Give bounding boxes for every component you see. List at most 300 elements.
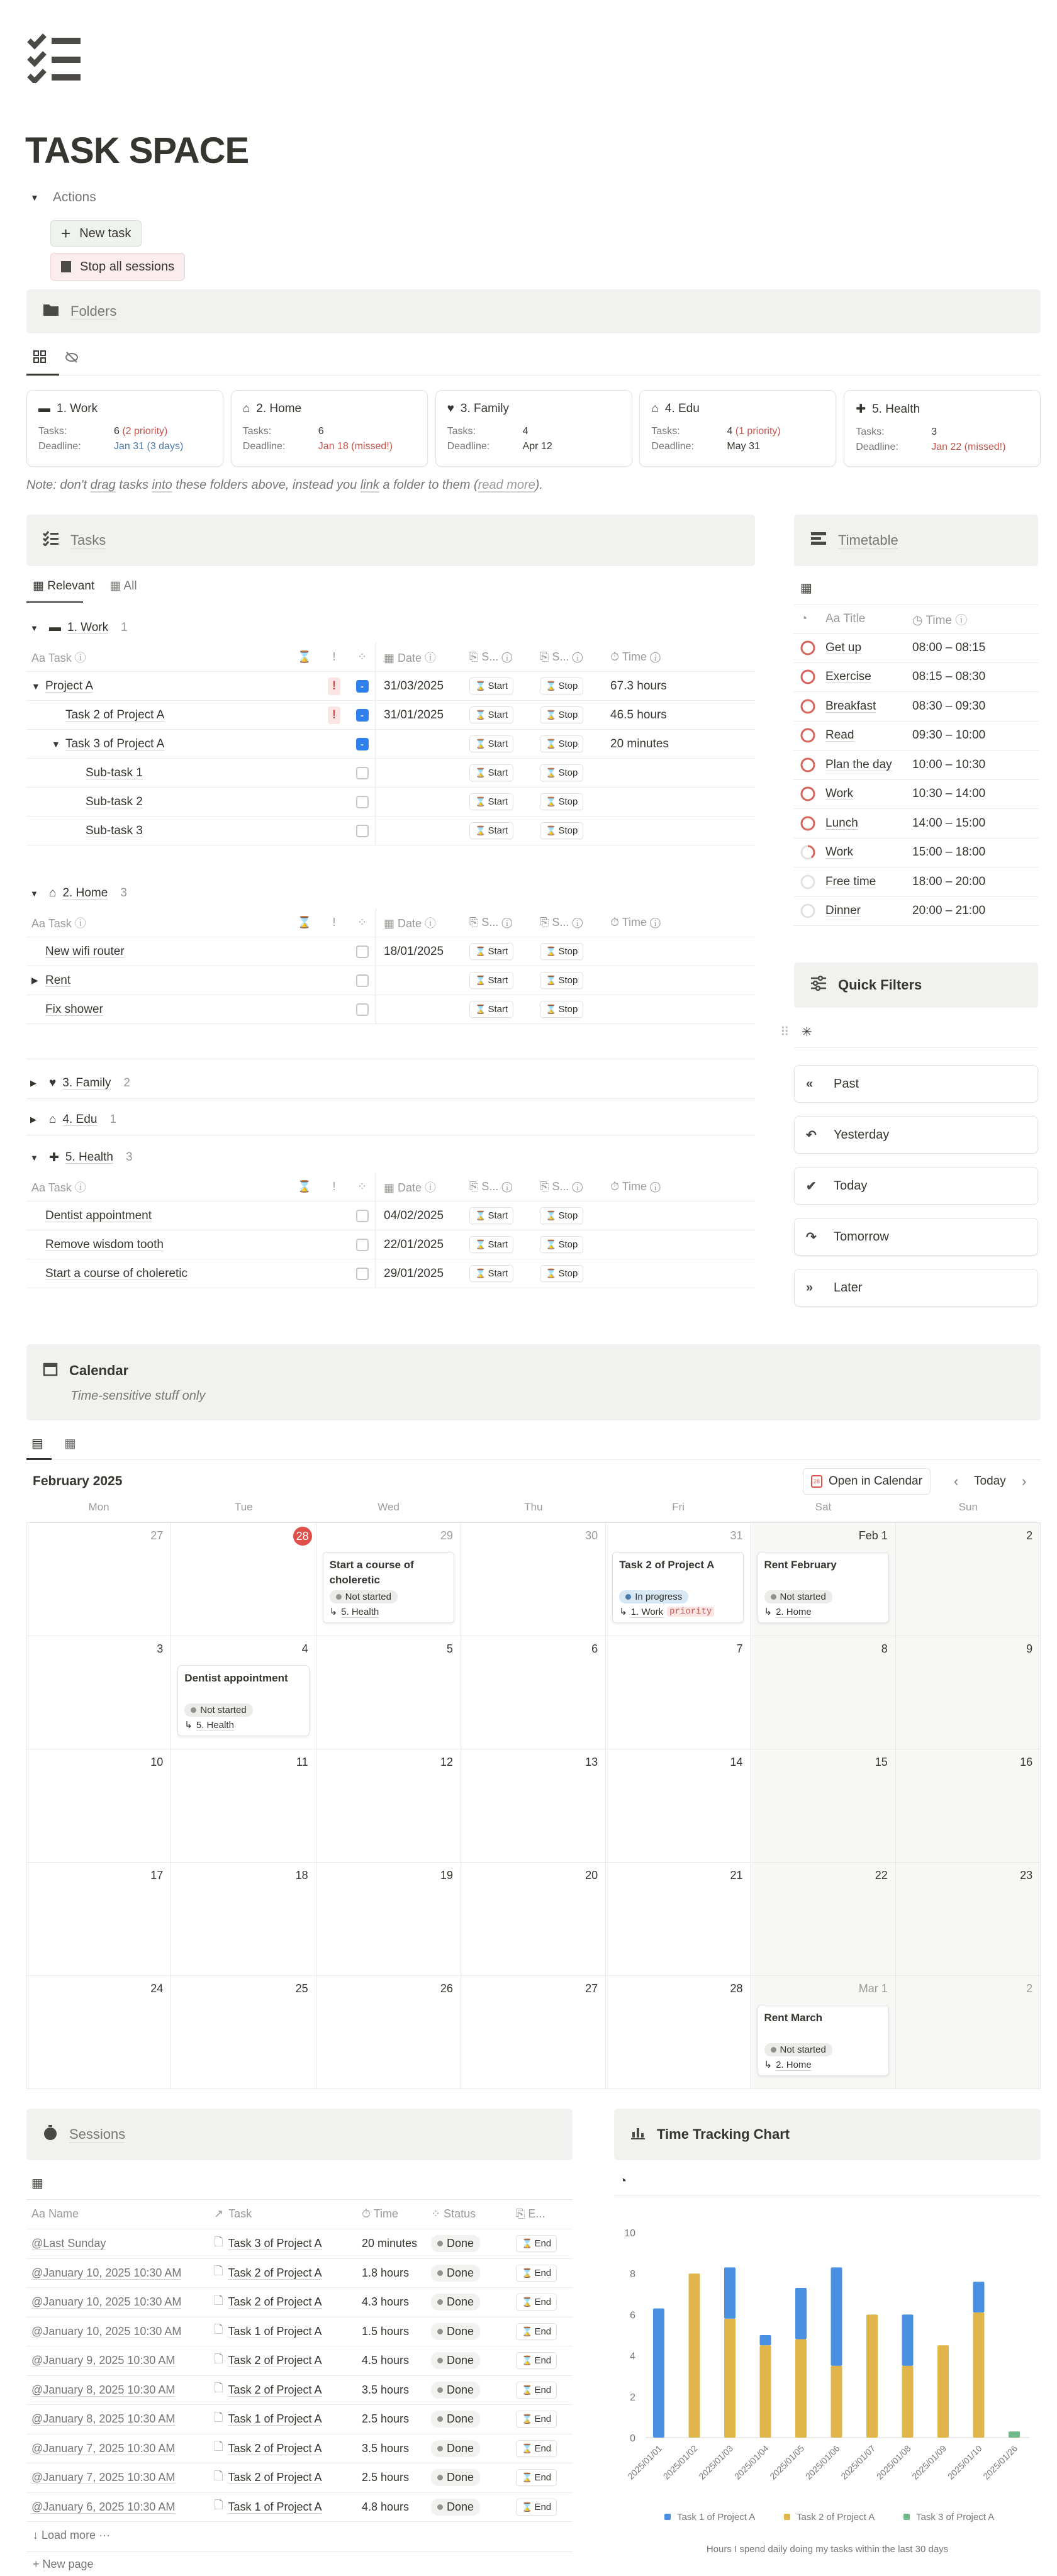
start-button[interactable] [469, 677, 513, 694]
task-name[interactable]: Sub-task 2 [86, 795, 143, 808]
timetable-title[interactable]: Breakfast [825, 699, 876, 713]
task-cell[interactable] [26, 1230, 289, 1259]
calendar-day-cell[interactable] [896, 1749, 1041, 1863]
session-end [516, 2352, 573, 2369]
timetable-row[interactable] [794, 897, 1038, 927]
timetable-title[interactable]: Read [825, 728, 854, 742]
timetable-title[interactable]: Free time [825, 874, 876, 888]
calendar-day-cell[interactable] [316, 1863, 461, 1976]
calendar-day-cell[interactable] [461, 1749, 606, 1863]
timetable-title[interactable]: Lunch [825, 816, 858, 830]
session-name[interactable]: @January 10, 2025 10:30 AM [31, 2324, 182, 2338]
folder-card[interactable] [231, 390, 428, 467]
task-cell[interactable] [26, 759, 289, 787]
task-link[interactable]: Task 3 of Project A [228, 2237, 322, 2250]
priority-cell[interactable] [320, 759, 349, 787]
column-start[interactable]: ⎘ S... ⓘ [469, 650, 513, 663]
status-cell[interactable] [349, 788, 376, 816]
session-status[interactable] [431, 2499, 516, 2516]
priority-cell[interactable] [320, 672, 349, 700]
priority-cell[interactable] [320, 1259, 349, 1288]
date-cell[interactable] [376, 995, 464, 1023]
folder-name[interactable]: 2. Home [776, 2059, 812, 2070]
sessions-title[interactable]: Sessions [69, 2126, 126, 2142]
task-name[interactable]: Start a course of choleretic [45, 1266, 187, 1280]
priority-cell[interactable] [320, 701, 349, 729]
folder-name[interactable]: 1. Work [630, 1606, 664, 1617]
calendar-day-cell[interactable] [751, 1749, 896, 1863]
status-cell[interactable] [349, 817, 376, 845]
timetable-title[interactable]: Plan the day [825, 757, 892, 771]
tab-all[interactable]: ▦ All [109, 579, 137, 593]
folders-title[interactable]: Folders [70, 303, 117, 319]
calendar-day-cell[interactable] [171, 1523, 316, 1636]
timetable-title[interactable]: Work [825, 787, 853, 801]
column-start[interactable]: ⎘ S... ⓘ [469, 1180, 513, 1193]
priority-cell[interactable] [320, 1230, 349, 1259]
date-cell[interactable]: 31/01/2025 [384, 708, 444, 722]
stop-button[interactable] [540, 822, 583, 839]
task-link[interactable]: Task 1 of Project A [228, 2324, 322, 2338]
end-button[interactable] [516, 2352, 557, 2369]
status-column-icon[interactable]: ⁘ [349, 1173, 376, 1201]
note-link-drag[interactable]: drag [90, 478, 116, 492]
stop-button[interactable] [540, 1265, 583, 1282]
session-task[interactable] [214, 2293, 362, 2312]
session-status[interactable] [431, 2235, 516, 2252]
stop-button[interactable] [540, 793, 583, 810]
timetable-title[interactable]: Work [825, 845, 853, 859]
timetable-row[interactable] [794, 750, 1038, 780]
date-cell[interactable]: 18/01/2025 [384, 944, 444, 958]
priority-cell[interactable] [320, 966, 349, 995]
column-date[interactable]: ▦ Date ⓘ [384, 1181, 437, 1194]
end-button[interactable] [516, 2235, 557, 2252]
session-task[interactable] [214, 2322, 362, 2341]
folder-card[interactable] [435, 390, 632, 467]
timetable-title[interactable]: Dinner [825, 904, 861, 918]
start-button[interactable] [469, 764, 513, 781]
calendar-day-cell[interactable] [171, 1749, 316, 1863]
column-task[interactable]: Aa Task ⓘ [31, 917, 86, 930]
table-view-icon[interactable]: ▦ [31, 2177, 43, 2190]
status-column-icon[interactable]: ⁘ [349, 643, 376, 671]
session-status[interactable] [431, 2411, 516, 2428]
task-name[interactable]: Task 3 of Project A [65, 737, 165, 750]
folder-card[interactable] [639, 390, 836, 467]
stop-button[interactable] [540, 1001, 583, 1018]
calendar-day-cell[interactable] [751, 1523, 896, 1636]
toggle-icon[interactable]: ▼ [52, 739, 60, 749]
timetable-row[interactable] [794, 722, 1038, 751]
task-cell[interactable] [26, 995, 289, 1023]
end-button[interactable] [516, 2294, 557, 2311]
hourglass-column-icon[interactable]: ⌛ [297, 650, 312, 663]
calendar-day-cell[interactable] [896, 1863, 1041, 1976]
drag-handle-icon[interactable]: ⠿ [780, 1025, 790, 1039]
status-cell[interactable] [349, 1230, 376, 1259]
session-name[interactable]: @January 9, 2025 10:30 AM [31, 2354, 176, 2367]
stop-button[interactable] [540, 1207, 583, 1224]
task-name[interactable]: Rent [45, 973, 71, 987]
today-button[interactable]: Today [974, 1475, 1006, 1488]
calendar-day-cell[interactable] [316, 1749, 461, 1863]
timetable-row[interactable] [794, 839, 1038, 868]
column-stop[interactable]: ⎘ S... ⓘ [540, 916, 583, 928]
column-stop[interactable]: ⎘ S... ⓘ [540, 1180, 583, 1193]
calendar-day-cell[interactable] [751, 1863, 896, 1976]
task-link[interactable]: Task 1 of Project A [228, 2412, 322, 2426]
toggle-icon[interactable]: ▶ [30, 1078, 36, 1088]
session-task[interactable] [214, 2497, 362, 2516]
session-status[interactable] [431, 2469, 516, 2486]
toggle-icon[interactable]: ▼ [31, 681, 40, 691]
toggle-icon[interactable]: ▶ [30, 1115, 36, 1124]
day-number: Feb 1 [858, 1529, 888, 1542]
start-button[interactable] [469, 943, 513, 960]
calendar-day-cell[interactable] [606, 1863, 751, 1976]
quick-filter-past[interactable] [794, 1065, 1038, 1103]
calendar-day-cell[interactable] [26, 1749, 171, 1863]
next-month-button[interactable]: › [1022, 1473, 1027, 1489]
priority-column-icon[interactable]: ! [332, 1180, 336, 1193]
date-cell[interactable] [376, 759, 464, 787]
start-button[interactable] [469, 1236, 513, 1253]
start-button[interactable] [469, 822, 513, 839]
bar-task-2-of-project-a [760, 2345, 771, 2438]
column-time[interactable]: Time [373, 2207, 399, 2221]
quick-filter-tomorrow[interactable] [794, 1218, 1038, 1256]
toggle-icon[interactable]: ▼ [30, 623, 38, 633]
stop-button[interactable] [540, 1236, 583, 1253]
task-link[interactable]: Task 1 of Project A [228, 2500, 322, 2513]
column-title[interactable]: Title [843, 612, 866, 626]
timetable-title[interactable]: Exercise [825, 670, 871, 684]
column-date[interactable]: ▦ Date ⓘ [384, 917, 437, 930]
quick-filter-yesterday[interactable] [794, 1116, 1038, 1154]
calendar-day-cell[interactable] [26, 1523, 171, 1636]
task-name[interactable]: Sub-task 1 [86, 766, 143, 779]
session-task[interactable] [214, 2380, 362, 2399]
session-name[interactable]: @January 8, 2025 10:30 AM [31, 2383, 176, 2396]
column-time[interactable]: ⏱ Time ⓘ [610, 916, 661, 928]
quick-filter-label: Past [834, 1076, 859, 1091]
start-button[interactable] [469, 1265, 513, 1282]
task-group-1[interactable] [30, 613, 128, 642]
calendar-day-cell[interactable] [896, 1636, 1041, 1749]
start-button[interactable] [469, 793, 513, 810]
date-cell[interactable]: 31/03/2025 [384, 679, 444, 693]
calendar-day-cell[interactable] [171, 1976, 316, 2089]
calendar-day-cell[interactable] [461, 1863, 606, 1976]
timetable-title[interactable]: Timetable [838, 532, 898, 548]
task-cell[interactable] [26, 1259, 289, 1288]
column-time[interactable]: Time [926, 613, 953, 627]
toggle-icon[interactable]: ▶ [31, 975, 38, 985]
status-checkbox[interactable] [356, 945, 369, 958]
date-cell[interactable]: 04/02/2025 [384, 1208, 444, 1222]
timetable-row[interactable] [794, 663, 1038, 693]
status-checkbox[interactable] [356, 1268, 369, 1280]
task-group-5[interactable] [30, 1143, 133, 1172]
task-link[interactable]: Task 2 of Project A [228, 2266, 322, 2279]
priority-cell[interactable] [320, 817, 349, 845]
session-name[interactable]: @January 7, 2025 10:30 AM [31, 2471, 176, 2484]
status-cell[interactable] [349, 966, 376, 995]
read-more-link[interactable]: read more [478, 478, 535, 492]
priority-cell[interactable] [320, 937, 349, 966]
task-group-4[interactable] [30, 1105, 116, 1134]
task-link[interactable]: Task 2 of Project A [228, 2354, 322, 2367]
task-link[interactable]: Task 2 of Project A [228, 2471, 322, 2484]
load-more-button[interactable]: ↓ Load more ··· [33, 2529, 111, 2541]
end-button[interactable] [516, 2323, 557, 2340]
calendar-day-cell[interactable] [26, 1976, 171, 2089]
timetable-row[interactable] [794, 780, 1038, 810]
gallery-view-tab[interactable] [33, 350, 47, 367]
calendar-day-cell[interactable] [171, 1863, 316, 1976]
stop-button[interactable] [540, 972, 583, 989]
folder-name[interactable]: 2. Home [776, 1606, 812, 1617]
priority-column-icon[interactable]: ! [332, 650, 336, 663]
calendar-day-cell[interactable] [606, 1976, 751, 2089]
hourglass-column-icon[interactable]: ⌛ [297, 916, 312, 928]
calendar-view-tab[interactable]: ▤ [31, 1437, 43, 1451]
status-checkbox[interactable] [356, 767, 369, 779]
status-checkbox[interactable] [356, 1239, 369, 1251]
timetable-row[interactable] [794, 633, 1038, 663]
hourglass-column-icon[interactable]: ⌛ [297, 1180, 312, 1193]
stop-button[interactable] [540, 706, 583, 723]
session-name[interactable]: @January 10, 2025 10:30 AM [31, 2295, 182, 2309]
prev-month-button[interactable]: ‹ [954, 1473, 959, 1489]
calendar-event[interactable] [177, 1665, 309, 1736]
calendar-day-cell[interactable] [461, 1636, 606, 1749]
priority-cell[interactable] [320, 730, 349, 758]
chart-view-icon[interactable]: ◔ [619, 2174, 627, 2188]
status-cell[interactable] [349, 730, 376, 758]
timetable-row[interactable] [794, 692, 1038, 722]
task-name[interactable]: Project A [45, 679, 94, 693]
priority-cell[interactable] [320, 1202, 349, 1230]
task-name[interactable]: Dentist appointment [45, 1208, 152, 1222]
task-group-2[interactable] [30, 879, 127, 908]
status-checkbox[interactable] [356, 1003, 369, 1016]
session-task[interactable] [214, 2410, 362, 2429]
status-checkbox[interactable] [356, 1210, 369, 1222]
session-name[interactable]: @January 6, 2025 10:30 AM [31, 2500, 176, 2513]
stop-button[interactable] [540, 943, 583, 960]
calendar-day-cell[interactable] [316, 1976, 461, 2089]
priority-cell[interactable] [320, 788, 349, 816]
column-stop[interactable]: ⎘ S... ⓘ [540, 650, 583, 663]
timetable-row[interactable] [794, 809, 1038, 839]
task-link[interactable]: Task 2 of Project A [228, 2383, 322, 2396]
toggle-icon[interactable]: ▼ [30, 888, 38, 898]
session-name[interactable]: @Last Sunday [31, 2237, 106, 2250]
end-button[interactable] [516, 2382, 557, 2399]
folder-name[interactable]: 5. Health [341, 1606, 379, 1617]
status-column-icon[interactable]: ⁘ [349, 908, 376, 937]
stop-button[interactable] [540, 764, 583, 781]
table-view-icon[interactable]: ▦ [800, 581, 812, 595]
task-name[interactable]: Fix shower [45, 1002, 103, 1016]
new-task-button[interactable] [50, 220, 142, 247]
session-name[interactable]: @January 8, 2025 10:30 AM [31, 2412, 176, 2426]
timetable-row[interactable] [794, 867, 1038, 897]
calendar-day-cell[interactable] [896, 1976, 1041, 2089]
end-button[interactable] [516, 2499, 557, 2516]
hourglass-cell [289, 995, 320, 1023]
date-cell[interactable] [376, 788, 464, 816]
stop-all-sessions-button[interactable] [50, 253, 185, 281]
calendar-event[interactable] [612, 1552, 744, 1623]
calendar-day-cell[interactable] [26, 1636, 171, 1749]
calendar-event[interactable] [323, 1552, 454, 1623]
start-button[interactable] [469, 735, 513, 752]
quick-filter-later[interactable] [794, 1269, 1038, 1307]
stop-button[interactable] [540, 677, 583, 694]
calendar-day-cell[interactable] [171, 1636, 316, 1749]
column-status[interactable]: Status [444, 2207, 476, 2221]
folder-card[interactable] [26, 390, 223, 467]
column-name[interactable]: Name [48, 2207, 79, 2221]
date-cell[interactable] [376, 730, 464, 758]
task-name[interactable]: Sub-task 3 [86, 823, 143, 837]
status-cell[interactable] [349, 995, 376, 1023]
table-view-tab[interactable]: ▦ [64, 1437, 76, 1451]
task-cell[interactable] [26, 672, 289, 700]
status-checkbox[interactable] [356, 825, 369, 837]
session-status[interactable] [431, 2440, 516, 2457]
column-task[interactable]: Aa Task ⓘ [31, 651, 86, 664]
session-status[interactable] [431, 2323, 516, 2340]
calendar-day-cell[interactable] [606, 1749, 751, 1863]
end-button[interactable] [516, 2411, 557, 2428]
folder-card[interactable] [844, 390, 1041, 467]
task-cell[interactable] [26, 701, 289, 729]
session-status[interactable] [431, 2294, 516, 2311]
session-task[interactable] [214, 2351, 362, 2370]
session-task[interactable] [214, 2468, 362, 2487]
end-button[interactable] [516, 2469, 557, 2486]
stop-button[interactable] [540, 735, 583, 752]
calendar-day-cell[interactable] [316, 1523, 461, 1636]
status-checkbox[interactable]: - [356, 738, 369, 750]
folder-name[interactable]: 5. Health [196, 1719, 234, 1731]
calendar-day-cell[interactable] [606, 1636, 751, 1749]
column-end[interactable]: E... [528, 2207, 545, 2221]
column-start[interactable]: ⎘ S... ⓘ [469, 916, 513, 928]
tasks-title[interactable]: Tasks [70, 532, 106, 548]
bar-task-2-of-project-a [724, 2319, 735, 2438]
task-cell[interactable] [26, 937, 289, 966]
column-task[interactable]: Task [228, 2207, 252, 2221]
start-button[interactable] [469, 1207, 513, 1224]
session-status[interactable] [431, 2382, 516, 2399]
date-cell[interactable]: 22/01/2025 [384, 1237, 444, 1251]
calendar-day-cell[interactable] [751, 1636, 896, 1749]
session-name[interactable]: @January 7, 2025 10:30 AM [31, 2441, 176, 2455]
column-date[interactable]: ▦ Date ⓘ [384, 651, 437, 664]
calendar-day-cell[interactable] [316, 1636, 461, 1749]
date-cell[interactable] [376, 966, 464, 995]
actions-toggle[interactable] [30, 190, 96, 205]
date-cell[interactable]: 29/01/2025 [384, 1266, 444, 1280]
session-task[interactable] [214, 2234, 362, 2253]
session-name[interactable]: @January 10, 2025 10:30 AM [31, 2266, 182, 2279]
status-cell[interactable] [349, 1259, 376, 1288]
calendar-event[interactable] [758, 1552, 889, 1623]
status-cell[interactable] [349, 701, 376, 729]
task-cell[interactable] [26, 966, 289, 995]
calendar-day-cell[interactable] [896, 1523, 1041, 1636]
status-cell[interactable] [349, 937, 376, 966]
calendar-day-cell[interactable] [26, 1863, 171, 1976]
task-name[interactable]: New wifi router [45, 944, 125, 958]
tab-relevant[interactable]: ▦ Relevant [33, 579, 95, 593]
task-cell[interactable] [26, 817, 289, 845]
task-name[interactable]: Task 2 of Project A [65, 708, 165, 722]
toggle-icon[interactable]: ▼ [30, 1152, 38, 1163]
session-task[interactable] [214, 2263, 362, 2282]
calendar-event[interactable] [758, 2005, 889, 2076]
note-link-link[interactable]: link [360, 478, 379, 492]
status-checkbox[interactable]: - [356, 680, 369, 693]
start-button[interactable] [469, 972, 513, 989]
task-link[interactable]: Task 2 of Project A [228, 2441, 322, 2455]
session-status[interactable] [431, 2352, 516, 2369]
timetable-time: 18:00 – 20:00 [912, 874, 986, 888]
column-task[interactable]: Aa Task ⓘ [31, 1181, 86, 1194]
hidden-view-tab[interactable] [64, 350, 79, 369]
session-status[interactable] [431, 2265, 516, 2282]
open-in-calendar-button[interactable]: 28 Open in Calendar [803, 1468, 931, 1495]
calendar-day-cell[interactable] [461, 1523, 606, 1636]
task-link[interactable]: Task 2 of Project A [228, 2295, 322, 2309]
end-button[interactable] [516, 2440, 557, 2457]
new-page-button[interactable]: + New page [33, 2558, 94, 2570]
day-number: 19 [440, 1869, 453, 1882]
note-link-into[interactable]: into [152, 478, 172, 492]
status-cell[interactable] [349, 1202, 376, 1230]
task-cell[interactable] [26, 788, 289, 816]
calendar-day-cell[interactable] [751, 1976, 896, 2089]
column-time[interactable]: ⏱ Time ⓘ [610, 650, 661, 663]
task-cell[interactable] [26, 730, 289, 758]
date-cell[interactable] [376, 817, 464, 845]
status-checkbox[interactable]: - [356, 709, 369, 722]
calendar-day-cell[interactable] [606, 1523, 751, 1636]
calendar-day-cell[interactable] [461, 1976, 606, 2089]
session-task[interactable] [214, 2439, 362, 2458]
quick-filter-today[interactable] [794, 1167, 1038, 1205]
task-name[interactable]: Remove wisdom tooth [45, 1237, 164, 1251]
status-cell[interactable] [349, 759, 376, 787]
column-time[interactable]: ⏱ Time ⓘ [610, 1180, 661, 1193]
status-cell[interactable] [349, 672, 376, 700]
end-button[interactable] [516, 2265, 557, 2282]
task-group-3[interactable] [30, 1069, 130, 1098]
priority-column-icon[interactable]: ! [332, 916, 336, 928]
status-checkbox[interactable] [356, 796, 369, 808]
start-button[interactable] [469, 1001, 513, 1018]
start-button[interactable] [469, 706, 513, 723]
priority-cell[interactable] [320, 995, 349, 1023]
status-checkbox[interactable] [356, 974, 369, 987]
timetable-title[interactable]: Get up [825, 640, 862, 654]
task-cell[interactable] [26, 1202, 289, 1230]
